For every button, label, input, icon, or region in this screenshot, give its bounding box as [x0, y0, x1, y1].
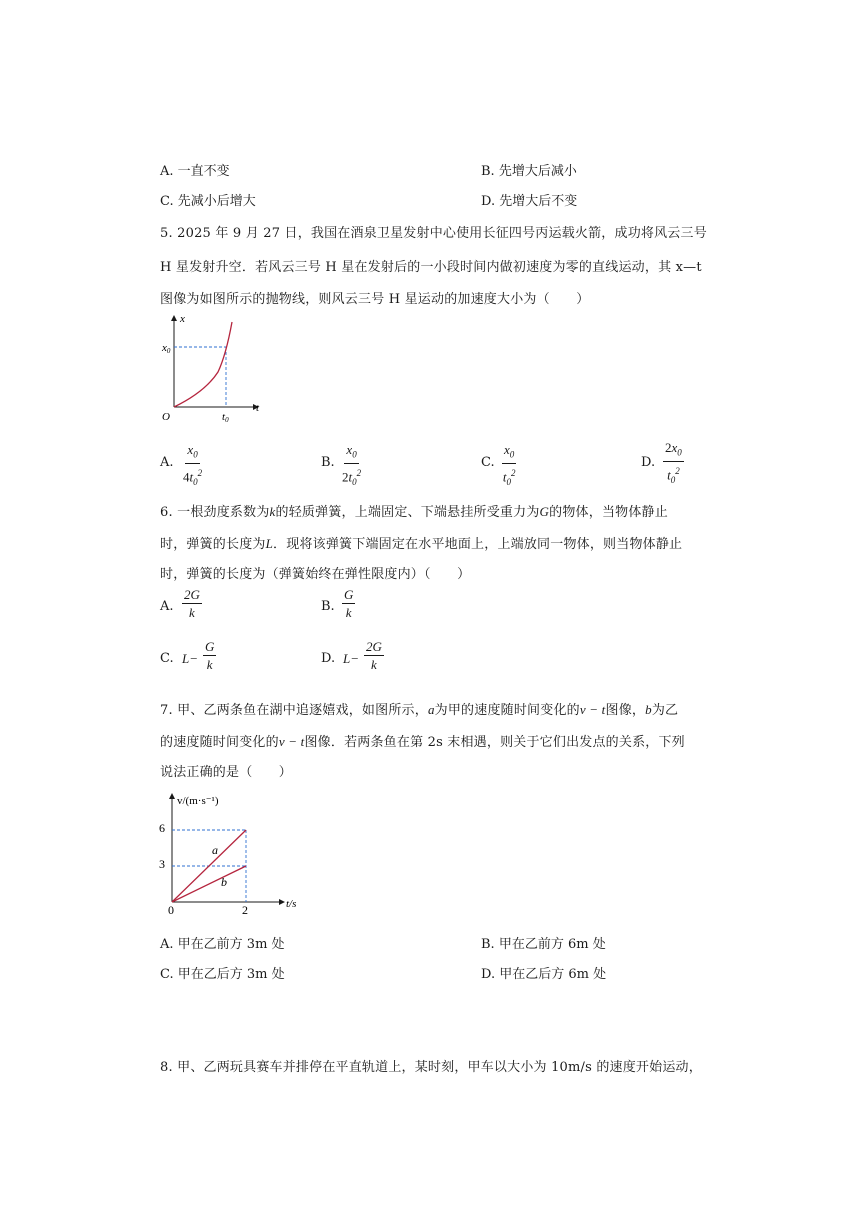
q5-stem-line1: 5. 2025 年 9 月 27 日，我国在酒泉卫星发射中心使用长征四号丙运载火箭，成功将风云三号 [160, 226, 707, 241]
q5-option-a-letter: A. [160, 455, 174, 470]
q5-parabola [174, 322, 232, 407]
q4-option-c: C. 先减小后增大 [160, 194, 256, 209]
q7-stem-line3: 说法正确的是（ ） [160, 765, 293, 780]
q7-option-d: D. 甲在乙后方 6m 处 [481, 967, 607, 982]
q5-x0-label: x0 [162, 342, 171, 355]
q7-stem-line2: 的速度随时间变化的v − t图像．若两条鱼在第 2s 末相遇，则关于它们出发点的关系，下列 [160, 734, 685, 750]
q6-option-c-letter: C. [160, 651, 174, 666]
q6-option-d-letter: D. [321, 651, 336, 666]
q7-y-tick-3: 3 [159, 857, 165, 871]
q6-option-c-prefix: L− [182, 651, 199, 666]
q6-option-b-fraction: $\frac{G}{k}$ [344, 587, 354, 620]
q5-option-d-fraction: $\frac{2x_0}{t_0^2}$ [665, 440, 682, 485]
q6-option-c-fraction: $\frac{G}{k}$ [205, 639, 215, 672]
q4-option-d: D. 先增大后不变 [481, 194, 578, 209]
q6-option-d-fraction: $\frac{2G}{k}$ [366, 639, 382, 672]
q5-option-d-letter: D. [641, 455, 656, 470]
q7-y-label: v/(m·s⁻¹) [177, 795, 219, 807]
q7-option-c: C. 甲在乙后方 3m 处 [160, 967, 285, 982]
q6-option-b-letter: B. [321, 599, 335, 614]
q6-stem-line2: 时，弹簧的长度为L．现将该弹簧下端固定在水平地面上，上端放同一物体，则当物体静止 [160, 536, 683, 552]
q5-stem-line3: 图像为如图所示的抛物线，则风云三号 H 星运动的加速度大小为（ ） [160, 292, 590, 307]
q5-origin-label: O [162, 411, 170, 423]
q6-stem-line3: 时，弹簧的长度为（弹簧始终在弹性限度内）（ ） [160, 567, 471, 582]
q7-line-a-label: a [212, 843, 218, 857]
q5-stem-line2: H 星发射升空．若风云三号 H 星在发射后的一小段时间内做初速度为零的直线运动，其 x—t [160, 260, 702, 275]
q5-option-c-letter: C. [481, 455, 495, 470]
q5-option-c-fraction: $\frac{x_0}{t_0^2}$ [502, 442, 516, 487]
q7-stem-line1: 7. 甲、乙两条鱼在湖中追逐嬉戏，如图所示，a为甲的速度随时间变化的v − t图像，b为乙 [160, 702, 679, 718]
q5-option-b-fraction: $\frac{x_0}{2t_0^2}$ [342, 442, 362, 487]
q5-x-label: t [256, 402, 260, 414]
q5-t0-label: t0 [222, 411, 229, 424]
q5-option-b-letter: B. [321, 455, 335, 470]
q5-xt-graph [160, 310, 280, 425]
q6-option-a-letter: A. [160, 599, 174, 614]
q4-option-b: B. 先增大后减小 [481, 164, 577, 179]
q7-line-b-label: b [221, 875, 227, 889]
q7-x-tick-0: 0 [168, 903, 174, 917]
q7-vt-graph [156, 790, 316, 920]
q6-stem-line1: 6. 一根劲度系数为k的轻质弹簧，上端固定、下端悬挂所受重力为G的物体，当物体静止 [160, 504, 668, 520]
q7-x-label: t/s [286, 898, 297, 910]
q7-option-a: A. 甲在乙前方 3m 处 [160, 937, 285, 952]
q7-option-b: B. 甲在乙前方 6m 处 [481, 937, 606, 952]
q5-y-label: x [180, 313, 185, 325]
q8-stem-line1: 8. 甲、乙两玩具赛车并排停在平直轨道上，某时刻，甲车以大小为 10m/s 的速度开始运动， [160, 1060, 702, 1075]
q7-x-tick-2: 2 [242, 903, 248, 917]
q7-y-tick-6: 6 [159, 821, 165, 835]
q4-option-a: A. 一直不变 [160, 164, 230, 179]
q6-option-d-prefix: L− [343, 651, 360, 666]
q5-option-a-fraction: $\frac{x_0}{4t_0^2}$ [183, 442, 203, 487]
q6-option-a-fraction: $\frac{2G}{k}$ [184, 587, 200, 620]
q7-series-line-b [172, 866, 246, 902]
